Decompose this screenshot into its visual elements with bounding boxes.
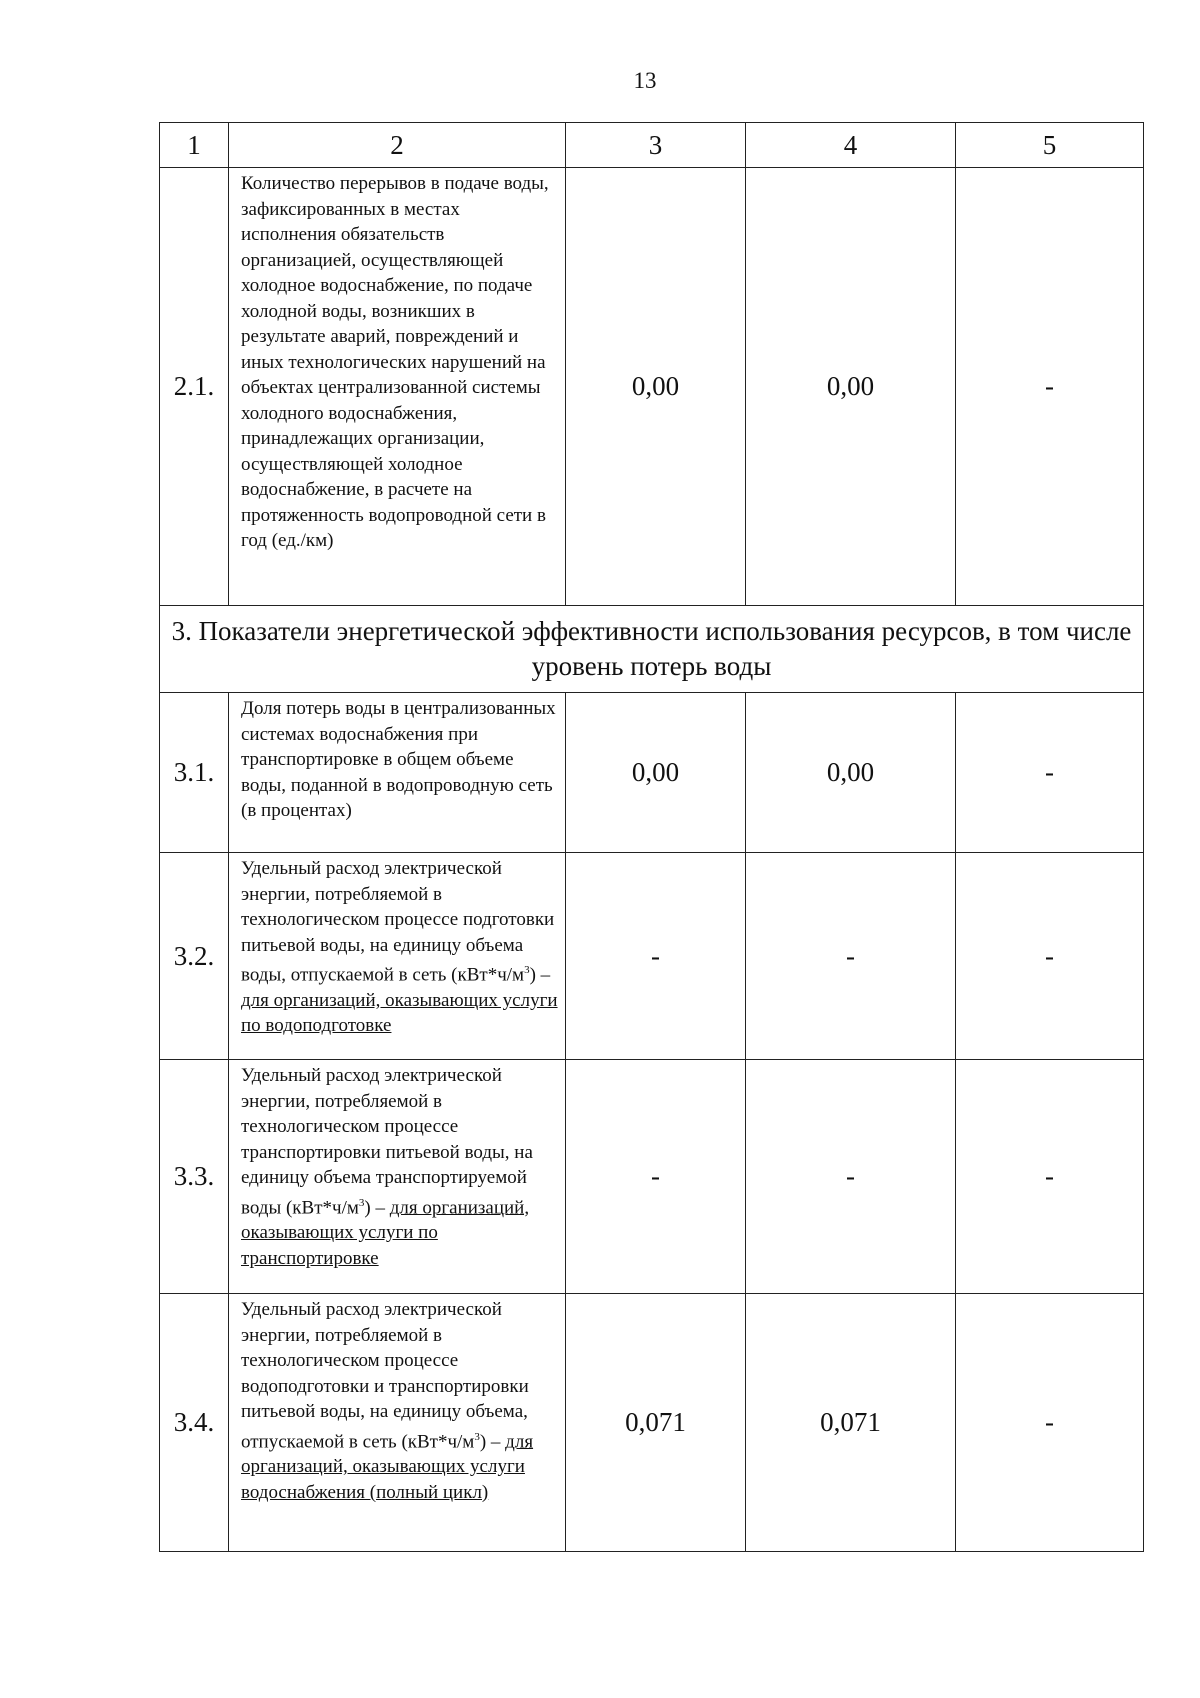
row-number: 2.1. xyxy=(160,168,229,606)
value-col4: 0,00 xyxy=(746,168,956,606)
row-number: 3.3. xyxy=(160,1060,229,1294)
row-description: Доля потерь воды в централизованных системах водоснабжения при транспортировке в общем объеме воды, поданной в водопроводную сеть (в процентах) xyxy=(229,693,566,853)
value-col5: - xyxy=(956,1294,1144,1552)
row-description xyxy=(229,1060,566,1294)
value-col4: 0,071 xyxy=(746,1294,956,1552)
section-heading-row xyxy=(160,606,1144,693)
header-cell-5: 5 xyxy=(956,123,1144,168)
value-col5: - xyxy=(956,1060,1144,1294)
row-number: 3.4. xyxy=(160,1294,229,1552)
description-text-after: ) – xyxy=(529,964,551,986)
description-text: Удельный расход электрической энергии, потребляемой в технологическом процессе водоподготовки и транспортировки питьевой воды, на единицу объема, отпускаемой в сеть (кВт*ч/м xyxy=(241,1299,529,1452)
value-col3: 0,00 xyxy=(566,168,746,606)
value-col4: - xyxy=(746,1060,956,1294)
row-description: Количество перерывов в подаче воды, зафиксированных в местах исполнения обязательств организацией, осуществляющей холодное водоснабжение, по подаче холодной воды, возникших в результате аварий, повреждений и иных технологических нарушений на объектах централизованной системы холодного водоснабжения, принадлежащих организации, осуществляющей холодное водоснабжение, в расчете на протяженность водопроводной сети в год (ед./км) xyxy=(229,168,566,606)
value-col4: 0,00 xyxy=(746,693,956,853)
section-heading: 3. Показатели энергетической эффективности использования ресурсов, в том числе уровень потерь воды xyxy=(160,606,1144,693)
superscript: 3 xyxy=(358,1196,365,1209)
value-col3: - xyxy=(566,1060,746,1294)
value-col3: 0,071 xyxy=(566,1294,746,1552)
description-text-after: ) – xyxy=(479,1430,506,1452)
table-row-3-3 xyxy=(160,1060,1144,1294)
description-underlined: для организаций, оказывающих услуги по водоподготовке xyxy=(241,989,558,1037)
description-text-after: ) – xyxy=(364,1196,390,1218)
table-row-3-1 xyxy=(160,693,1144,853)
indicators-table xyxy=(159,122,1144,1552)
header-cell-2: 2 xyxy=(229,123,566,168)
description-underlined: для организаций, оказывающих услуги водоснабжения (полный цикл) xyxy=(241,1430,534,1503)
description-text: Удельный расход электрической энергии, потребляемой в технологическом процессе транспортировки питьевой воды, на единицу объема транспортируемой воды (кВт*ч/м xyxy=(241,1065,533,1218)
superscript: 3 xyxy=(524,964,530,976)
header-cell-3: 3 xyxy=(566,123,746,168)
header-cell-1: 1 xyxy=(160,123,229,168)
value-col3: 0,00 xyxy=(566,693,746,853)
table-row-2-1 xyxy=(160,168,1144,606)
table-row-3-2 xyxy=(160,853,1144,1060)
table-row-3-4 xyxy=(160,1294,1144,1552)
row-description xyxy=(229,853,566,1060)
description-text: Удельный расход электрической энергии, потребляемой в технологическом процессе подготовки питьевой воды, на единицу объема воды, отпускаемой в сеть (кВт*ч/м xyxy=(241,858,555,986)
description-underlined: для организаций, оказывающих услуги по транспортировке xyxy=(241,1196,530,1269)
superscript: 3 xyxy=(474,1430,480,1443)
row-number: 3.1. xyxy=(160,693,229,853)
value-col5: - xyxy=(956,693,1144,853)
header-cell-4: 4 xyxy=(746,123,956,168)
table-header-row xyxy=(160,123,1144,168)
value-col5: - xyxy=(956,853,1144,1060)
value-col5: - xyxy=(956,168,1144,606)
value-col4: - xyxy=(746,853,956,1060)
row-number: 3.2. xyxy=(160,853,229,1060)
row-description xyxy=(229,1294,566,1552)
page-number: 13 xyxy=(633,68,657,93)
value-col3: - xyxy=(566,853,746,1060)
